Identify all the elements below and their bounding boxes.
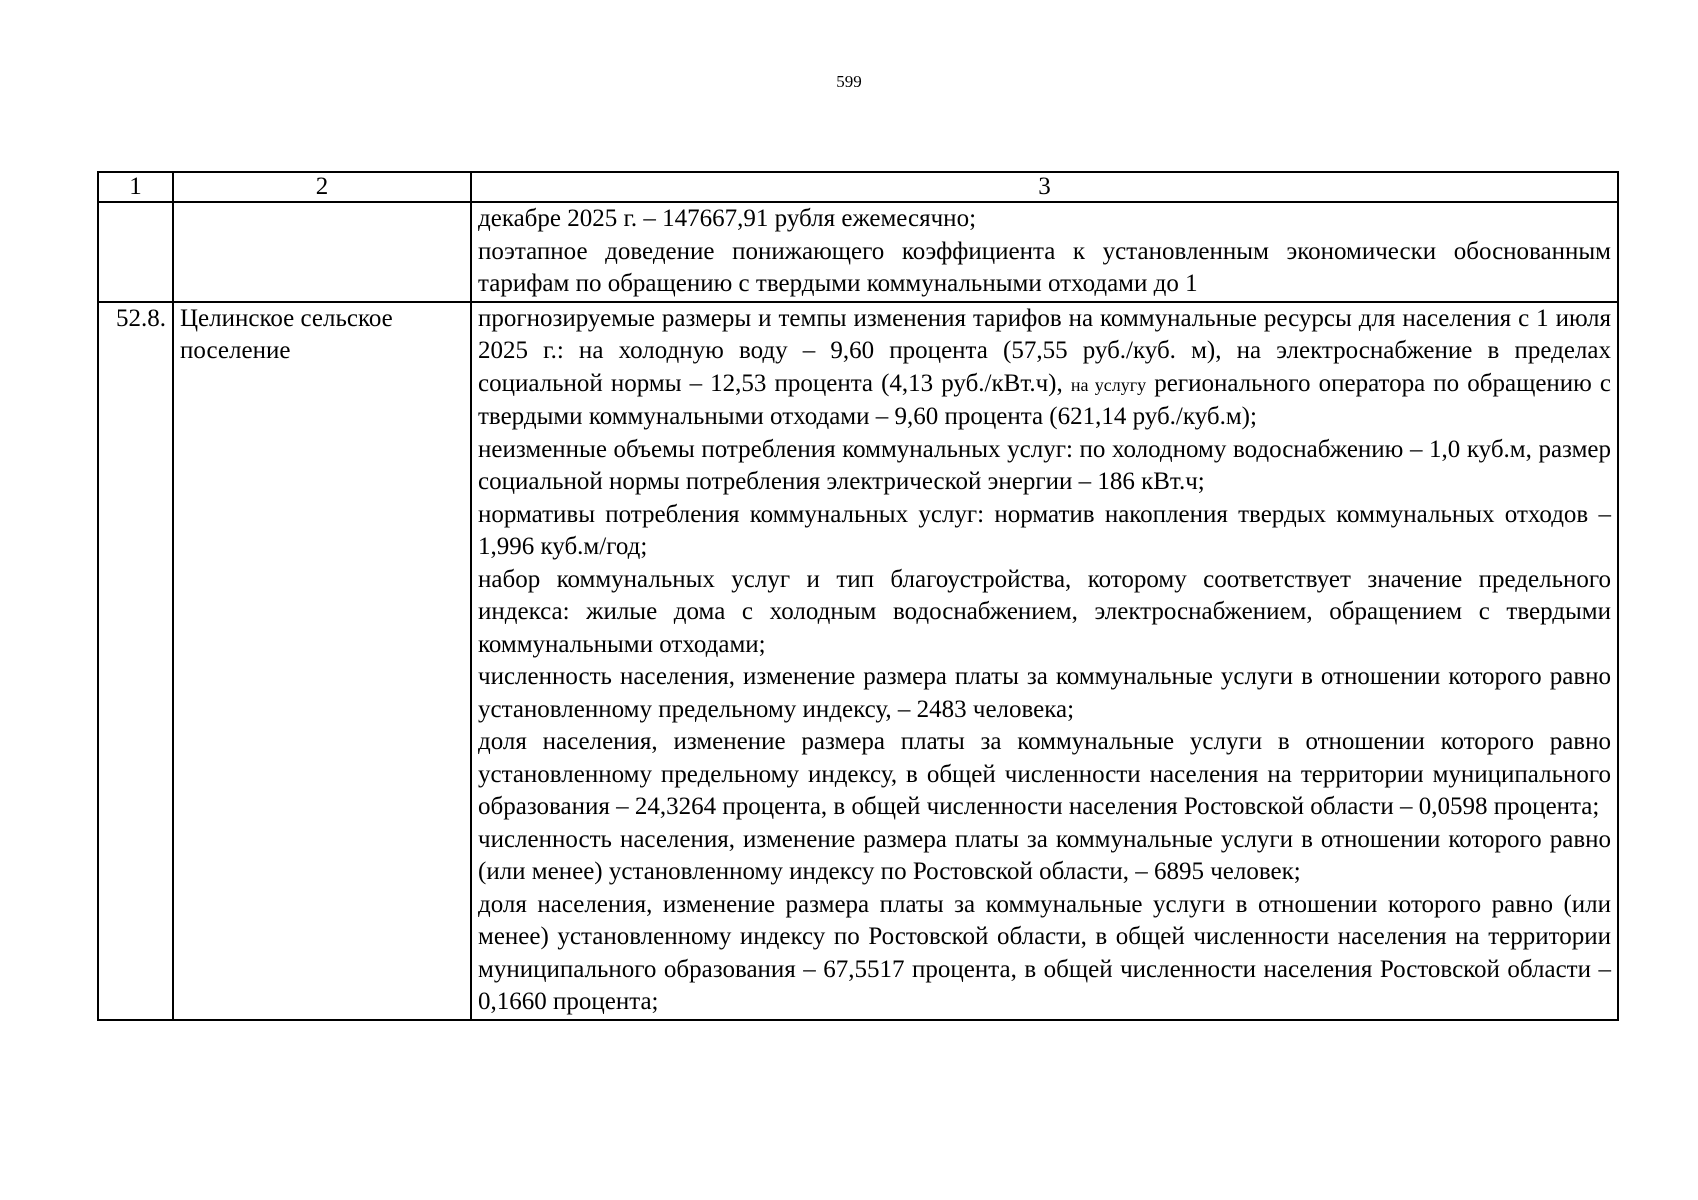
paragraph: поэтапное доведение понижающего коэффициента к установленным экономически обоснованным тарифам по обращению с твердыми коммунальными отходами до 1 <box>478 237 1611 297</box>
paragraph: декабре 2025 г. – 147667,91 рубля ежемесячно; <box>478 205 977 232</box>
column-header-1: 1 <box>98 172 173 202</box>
column-header-2: 2 <box>173 172 471 202</box>
paragraph: доля населения, изменение размера платы за коммунальные услуги в отношении которого равно установленному предельному индексу, в общей численности населения на территории муниципального образования – 24,3264 процента, в общей численности населения Ростовской области – 0,0598 процента; <box>478 728 1611 820</box>
paragraph: набор коммунальных услуг и тип благоустройства, которому соответствует значение предельного индекса: жилые дома с холодным водоснабжением, электроснабжением, обращением с твердыми коммунальными отходами; <box>478 565 1611 658</box>
page-number: 599 <box>836 72 862 91</box>
paragraph: неизменные объемы потребления коммунальных услуг: по холодному водоснабжению – 1,0 куб.м, размер социальной нормы потребления электрической энергии – 186 кВт.ч; <box>478 435 1611 495</box>
row-name-cell <box>173 202 471 302</box>
table-row-continuation <box>98 202 1618 302</box>
table-header-row <box>98 172 1618 202</box>
paragraph: доля населения, изменение размера платы за коммунальные услуги в отношении которого равно (или менее) установленному индексу по Ростовской области, в общей численности населения на территории муниципального образования – 67,5517 процента, в общей численности населения Ростовской области – 0,1660 процента; <box>478 890 1611 1015</box>
document-table <box>97 171 1619 1021</box>
paragraph-text: прогнозируемые размеры и темпы изменения тарифов на коммунальные ресурсы для населения с 1 июля 2025 г.: на холодную воду – 9,60 процента (57,55 руб./куб. м), на электроснабжение в пределах социальной нормы – 12,53 процента (4,13 руб./кВт.ч), <box>478 304 1611 397</box>
paragraph: численность населения, изменение размера платы за коммунальные услуги в отношении которого равно (или менее) установленному индексу по Ростовской области, – 6895 человек; <box>478 825 1611 885</box>
paragraph <box>478 303 1611 434</box>
paragraph: численность населения, изменение размера платы за коммунальные услуги в отношении которого равно установленному предельному индексу, – 2483 человека; <box>478 663 1611 723</box>
table-row-52-8 <box>98 302 1618 1020</box>
paragraph-small-text: на услугу <box>1070 374 1147 395</box>
row-name-cell: Целинское сельское поселение <box>173 302 471 1020</box>
row-number-cell <box>98 202 173 302</box>
paragraph: нормативы потребления коммунальных услуг: норматив накопления твердых коммунальных отходов – 1,996 куб.м/год; <box>478 500 1611 560</box>
column-header-3: 3 <box>471 172 1618 202</box>
row-number-cell: 52.8. <box>98 302 173 1020</box>
row-content-cell <box>471 202 1618 302</box>
paragraph-text: регионального оператора по обращению с твердыми коммунальными отходами – 9,60 процента (621,14 руб./куб.м); <box>478 369 1612 430</box>
row-content-cell <box>471 302 1618 1020</box>
